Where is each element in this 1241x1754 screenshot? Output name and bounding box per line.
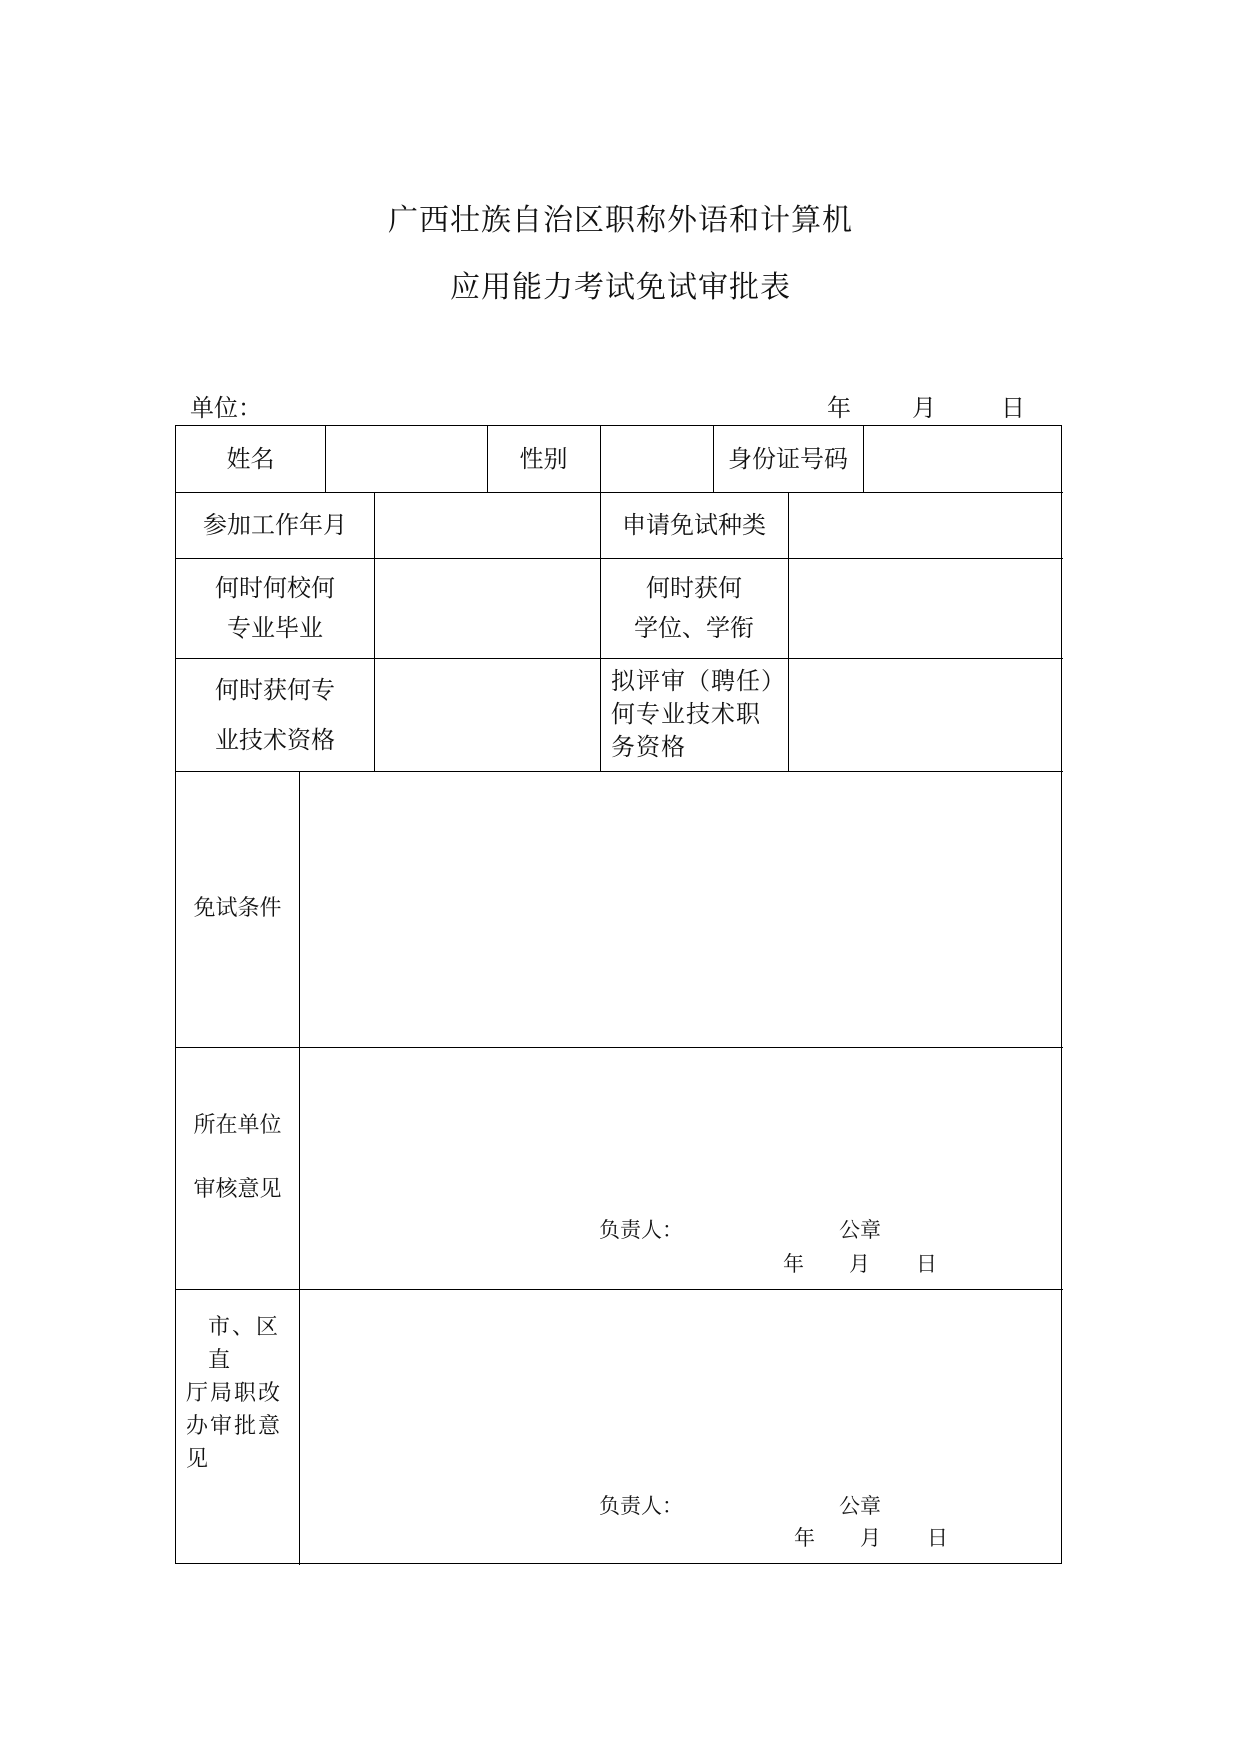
header-day-label: 日 [1001,394,1025,422]
city-approval-label-line-2: 厅局职改 [186,1381,283,1406]
work-start-field[interactable] [374,492,600,558]
degree-label-line-1: 何时获何 [646,574,742,602]
city-approval-year-label: 年 [794,1526,815,1550]
id-number-label: 身份证号码 [728,445,848,473]
id-number-field[interactable] [863,426,1063,492]
proposed-qualification-field[interactable] [788,658,1063,771]
gender-field[interactable] [600,426,713,492]
city-approval-field[interactable] [299,1289,1063,1459]
graduation-label-line-2: 专业毕业 [227,614,323,642]
proposed-label-line-1: 拟评审（聘任） [611,667,786,695]
graduation-field[interactable] [374,558,600,658]
graduation-label [176,558,374,658]
unit-review-seal-label: 公章 [839,1218,881,1242]
unit-review-label-line-1: 所在单位 [193,1113,282,1138]
form-title-line-1: 广西壮族自治区职称外语和计算机 [388,203,853,238]
city-approval-label [186,1289,294,1472]
proposed-label-line-3: 务资格 [611,733,686,761]
city-approval-day-label: 日 [927,1526,948,1550]
exemption-type-label: 申请免试种类 [622,511,766,539]
unit-review-label-line-2: 审核意见 [193,1177,282,1202]
exemption-type-field[interactable] [788,492,1063,558]
unit-review-day-label: 日 [916,1252,937,1276]
proposed-qualification-label [611,658,788,771]
qualification-label [176,658,374,771]
unit-review-month-label: 月 [849,1252,870,1276]
graduation-label-line-1: 何时何校何 [215,574,335,602]
approval-form-table [175,425,1062,1564]
city-approval-responsible-label: 负责人： [599,1494,683,1518]
header-year-label: 年 [827,394,851,422]
qualification-label-line-1: 何时获何专 [215,675,335,704]
proposed-label-line-2: 何专业技术职 [611,700,761,728]
unit-review-responsible-label: 负责人： [599,1218,683,1242]
name-label: 姓名 [226,445,275,473]
unit-label: 单位： [190,394,262,422]
city-approval-month-label: 月 [860,1526,881,1550]
city-approval-label-line-4: 见 [186,1447,211,1472]
gender-label: 性别 [519,445,568,473]
exemption-conditions-label: 免试条件 [193,896,282,921]
degree-field[interactable] [788,558,1063,658]
city-approval-label-line-1: 市、区直 [208,1315,281,1373]
exemption-conditions-field[interactable] [299,771,1063,1047]
city-approval-seal-label: 公章 [839,1494,881,1518]
work-start-label: 参加工作年月 [203,511,347,539]
header-month-label: 月 [912,394,936,422]
qualification-label-line-2: 业技术资格 [215,725,335,754]
form-title-line-2: 应用能力考试免试审批表 [450,270,791,305]
unit-review-year-label: 年 [783,1252,804,1276]
name-field[interactable] [325,426,487,492]
degree-label [600,558,788,658]
degree-label-line-2: 学位、学衔 [634,614,754,642]
city-approval-label-line-3: 办审批意 [186,1414,283,1439]
qualification-field[interactable] [374,658,600,771]
unit-review-field[interactable] [299,1047,1063,1207]
unit-review-label [176,1047,299,1289]
